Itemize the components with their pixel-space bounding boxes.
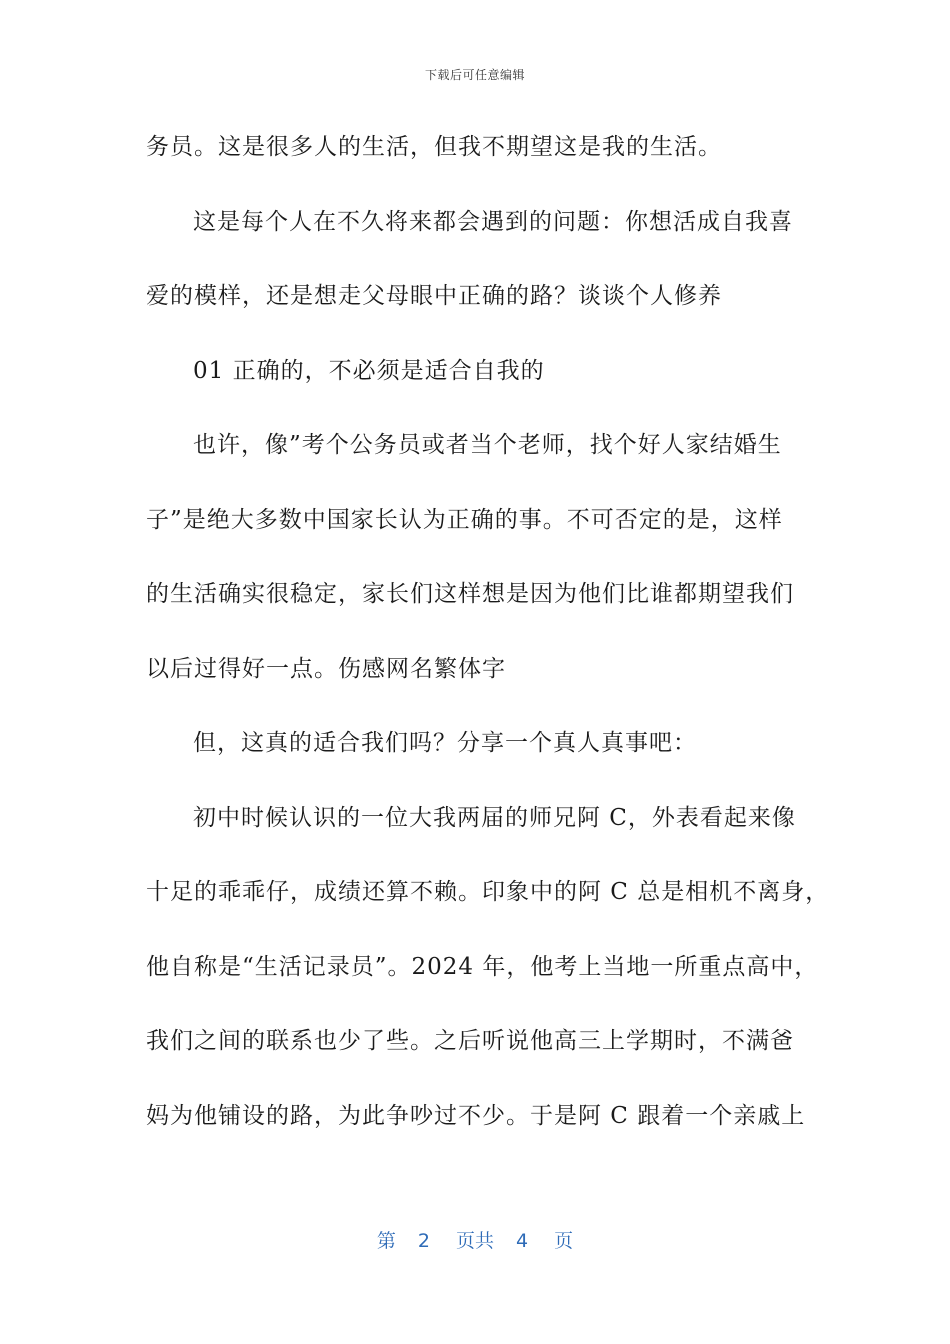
paragraph-line: 的生活确实很稳定，家长们这样想是因为他们比谁都期望我们 [146,581,794,607]
page-footer [0,1226,950,1253]
page-header: 下载后可任意编辑 [424,68,525,82]
section-heading: 01 正确的，不必须是适合自我的 [193,357,545,384]
paragraph-line: 爱的模样，还是想走父母眼中正确的路？谈谈个人修养 [146,283,722,309]
paragraph-line: 他自称是“生活记录员”。2024 年，他考上当地一所重点高中， [146,953,819,980]
current-page-number: 2 [417,1230,430,1252]
paragraph-line: 但，这真的适合我们吗？分享一个真人真事吧： [193,730,697,756]
body-text [146,118,830,1161]
paragraph-line: 这是每个人在不久将来都会遇到的问题：你想活成自我喜 [193,208,793,235]
paragraph-line: 也许，像”考个公务员或者当个老师，找个好人家结婚生 [193,432,782,458]
footer-middle: 页共 [455,1230,494,1252]
paragraph-line: 以后过得好一点。伤感网名繁体字 [146,655,506,682]
total-pages-number: 4 [516,1230,529,1252]
paragraph-line: 十足的乖乖仔，成绩还算不赖。印象中的阿 C 总是相机不离身， [146,879,830,905]
paragraph-line: 妈为他铺设的路，为此争吵过不少。于是阿 C 跟着一个亲戚上 [146,1102,806,1129]
paragraph-line: 务员。这是很多人的生活，但我不期望这是我的生活。 [146,134,722,160]
paragraph-line: 初中时候认识的一位大我两届的师兄阿 C，外表看起来像 [193,804,796,831]
footer-suffix: 页 [554,1230,574,1252]
footer-prefix: 第 [376,1230,396,1252]
paragraph-line: 子”是绝大多数中国家长认为正确的事。不可否定的是，这样 [146,506,783,533]
paragraph-line: 我们之间的联系也少了些。之后听说他高三上学期时，不满爸 [146,1028,794,1054]
